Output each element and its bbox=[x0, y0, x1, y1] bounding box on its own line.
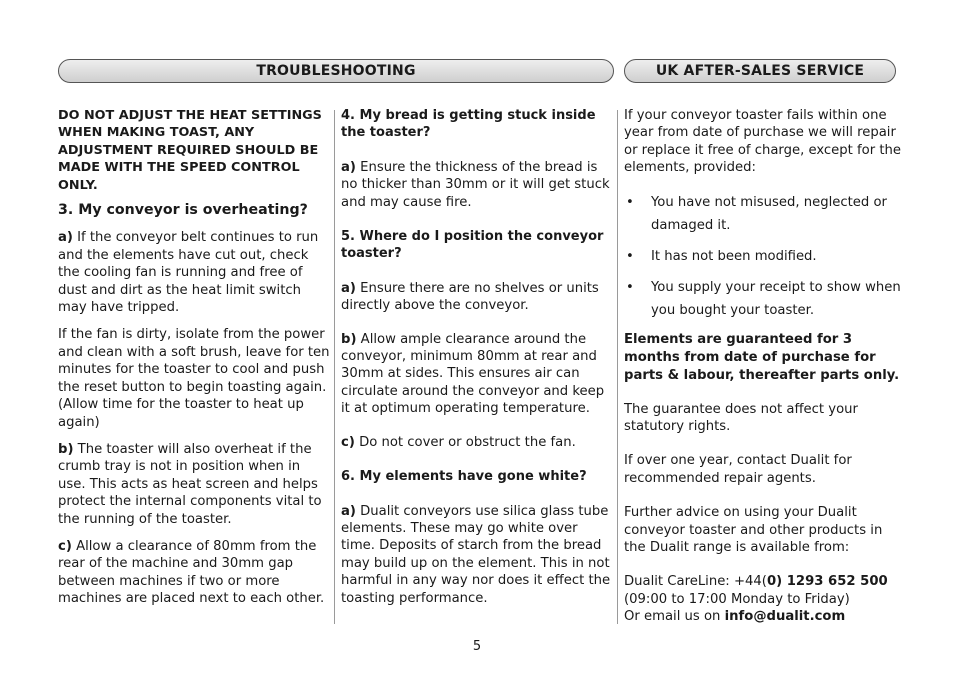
q3-answer-a bbox=[58, 229, 330, 316]
q5-answer-c bbox=[341, 434, 615, 451]
q4-answer-a bbox=[341, 159, 615, 211]
q3-answer-c bbox=[58, 538, 330, 608]
column-divider-1 bbox=[334, 110, 335, 624]
email-label: Or email us on bbox=[624, 609, 721, 625]
heat-settings-warning: DO NOT ADJUST THE HEAT SETTINGS WHEN MAKING TOAST, ANY ADJUSTMENT REQUIRED SHOULD BE MADE WITH THE SPEED CONTROL ONLY. bbox=[58, 108, 322, 193]
q5-answer-b bbox=[341, 331, 615, 418]
q3-answer-b bbox=[58, 441, 330, 528]
further-advice-text: Further advice on using your Dualit conveyor toaster and other products in the Dualit range is available from: bbox=[624, 505, 883, 556]
q5-b-text: Allow ample clearance around the conveyor, minimum 80mm at rear and 30mm at sides. This ensures air can circulate around the conveyor and keep it at optimum operating temperature. bbox=[341, 331, 605, 417]
list-item-text: It has not been modified. bbox=[651, 248, 817, 264]
q4-a-label: a) bbox=[341, 159, 356, 175]
careline-label: Dualit CareLine: bbox=[624, 574, 730, 590]
warranty-conditions-list bbox=[624, 191, 904, 322]
careline-number: 0) 1293 652 500 bbox=[766, 574, 888, 590]
troubleshooting-column-1 bbox=[58, 107, 330, 608]
q3-b-text: The toaster will also overheat if the crumb tray is not in position when in use. This acts as heat screen and helps protect the internal components vital to the running of the toaster. bbox=[58, 441, 322, 527]
after-sales-header bbox=[624, 59, 896, 83]
after-sales-title: UK AFTER-SALES SERVICE bbox=[655, 63, 865, 79]
elements-guarantee: Elements are guaranteed for 3 months from date of purchase for parts & labour, thereafter parts only. bbox=[624, 331, 900, 383]
troubleshooting-column-2 bbox=[341, 107, 615, 607]
q3-c-text: Allow a clearance of 80mm from the rear of the machine and 30mm gap between machines if two or more machines are placed next to each other. bbox=[58, 538, 325, 607]
careline-hours: (09:00 to 17:00 Monday to Friday) bbox=[624, 591, 850, 607]
q3-c-label: c) bbox=[58, 538, 72, 554]
fan-cleaning-text: If the fan is dirty, isolate from the power and clean with a soft brush, leave for ten minutes for the toaster to cool and push the reset button to begin toasting again. (Allow time for the toaster to heat up again) bbox=[58, 327, 330, 430]
q5-heading: 5. Where do I position the conveyor toaster? bbox=[341, 229, 604, 262]
bullet-icon: • bbox=[626, 279, 634, 295]
q4-heading: 4. My bread is getting stuck inside the toaster? bbox=[341, 108, 596, 141]
q5-b-label: b) bbox=[341, 331, 357, 347]
statutory-rights: The guarantee does not affect your statutory rights. bbox=[624, 401, 858, 435]
list-item-text: You have not misused, neglected or damaged it. bbox=[651, 194, 887, 233]
warranty-intro: If your conveyor toaster fails within one year from date of purchase we will repair or replace it free of charge, except for the elements, provided: bbox=[624, 108, 901, 176]
q6-a-label: a) bbox=[341, 503, 356, 519]
q6-answer-a bbox=[341, 503, 615, 607]
page-number: 5 bbox=[472, 639, 482, 654]
troubleshooting-title: TROUBLESHOOTING bbox=[256, 63, 416, 79]
email-line bbox=[624, 608, 904, 625]
over-one-year-text: If over one year, contact Dualit for recommended repair agents. bbox=[624, 453, 852, 486]
q3-a-label: a) bbox=[58, 230, 73, 246]
list-item bbox=[624, 191, 904, 237]
q5-answer-a bbox=[341, 280, 615, 315]
list-item bbox=[624, 245, 904, 268]
q5-c-text: Do not cover or obstruct the fan. bbox=[359, 434, 576, 450]
careline bbox=[624, 573, 904, 590]
troubleshooting-header bbox=[58, 59, 614, 83]
q3-heading: 3. My conveyor is overheating? bbox=[58, 202, 308, 219]
after-sales-column bbox=[624, 107, 904, 626]
q6-heading: 6. My elements have gone white? bbox=[341, 469, 587, 485]
careline-prefix: +44( bbox=[733, 574, 767, 590]
q5-c-label: c) bbox=[341, 434, 355, 450]
list-item-text: You supply your receipt to show when you bought your toaster. bbox=[651, 279, 901, 318]
q5-a-text: Ensure there are no shelves or units directly above the conveyor. bbox=[341, 280, 599, 314]
list-item bbox=[624, 276, 904, 322]
q3-b-label: b) bbox=[58, 441, 74, 457]
q3-a-text: If the conveyor belt continues to run and the elements have cut out, check the cooling fan is running and free of dust and dirt as the heat limit switch may have tripped. bbox=[58, 230, 319, 316]
email-address[interactable]: info@dualit.com bbox=[724, 609, 846, 625]
bullet-icon: • bbox=[626, 248, 634, 264]
column-divider-2 bbox=[617, 110, 618, 624]
bullet-icon: • bbox=[626, 194, 634, 210]
q5-a-label: a) bbox=[341, 280, 356, 296]
q6-a-text: Dualit conveyors use silica glass tube elements. These may go white over time. Deposits of starch from the bread may build up on the element. This in not harmful in any way nor does it effect the toasting performance. bbox=[341, 503, 611, 606]
q4-a-text: Ensure the thickness of the bread is no thicker than 30mm or it will get stuck and may cause fire. bbox=[341, 159, 610, 210]
